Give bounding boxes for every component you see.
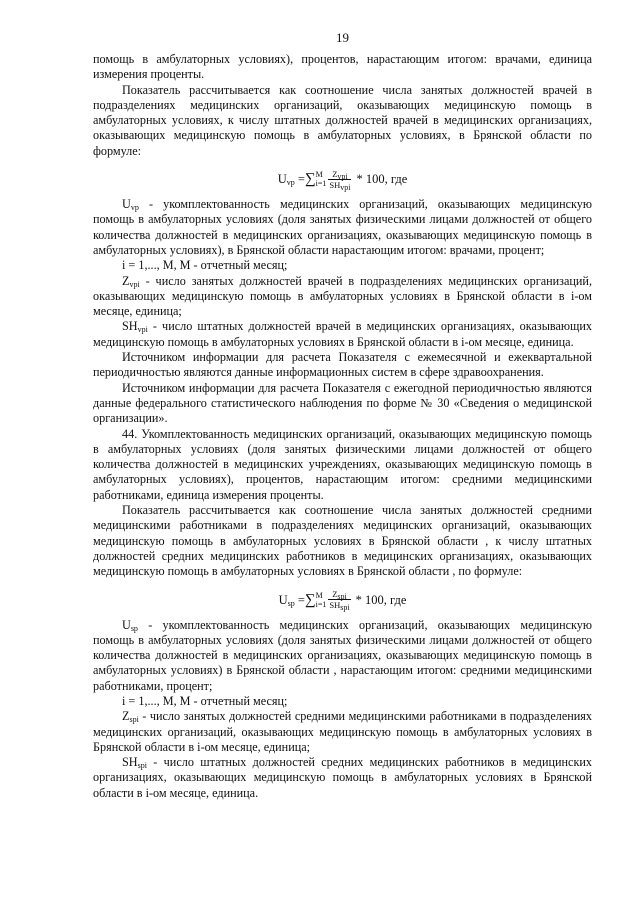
paragraph-text: - укомплектованность медицинских организаций, оказывающих медицинскую помощь в амбулаторных условиях (доля занятых физическими лицами должностей от общего количества должностей в медицинских организациях, оказывающих медицинскую помощь в амбулаторных условиях) в Брянской области , нарастающим итогом: средними медицинскими работниками, процент; — [93, 617, 592, 693]
sum-limits — [316, 170, 327, 188]
numerator-sub: spi — [337, 592, 347, 602]
sum-bottom: i=1 — [315, 599, 327, 609]
numerator-var: Z — [332, 168, 338, 179]
fraction-numerator — [328, 169, 351, 180]
variable-name: SH — [122, 755, 138, 770]
sigma-symbol: ∑ — [304, 591, 316, 608]
numerator-sub: vpi — [337, 171, 348, 181]
variable-sub: vpi — [129, 279, 140, 289]
formula-rhs: * 100, где — [356, 172, 408, 187]
formula-lhs-sub: sp — [287, 598, 295, 608]
paragraph — [93, 381, 592, 427]
variable-sub: vp — [130, 203, 139, 213]
fraction-denominator — [328, 180, 351, 190]
variable-name: U — [122, 617, 131, 632]
paragraph — [93, 694, 592, 709]
document-body — [93, 52, 592, 801]
formula — [93, 162, 592, 194]
paragraph-text: - число штатных должностей средних медицинских работников в медицинских организациях, оказывающих медицинскую помощь в амбулаторных условиях в Брянской области в i-ом месяце, единица. — [93, 755, 592, 800]
formula — [93, 583, 592, 615]
formula-lhs-var: U — [278, 592, 288, 607]
paragraph — [93, 709, 592, 755]
paragraph — [93, 197, 592, 258]
paragraph — [93, 258, 592, 273]
paragraph-text: Показатель рассчитывается как соотношение числа занятых должностей средними медицинскими работниками в подразделениях медицинских организаций, оказывающих медицинскую помощь в амбулаторных условиях в Брянской области , к числу штатных должностей средних медицинских работников в медицинских организациях, оказывающих медицинскую помощь в амбулаторных условиях в Брянской области , по формуле: — [93, 503, 592, 579]
denominator-var: SH — [329, 600, 341, 611]
variable-sub: vpi — [137, 325, 148, 335]
denominator-var: SH — [329, 179, 341, 190]
paragraph-text: Показатель рассчитывается как соотношение числа занятых должностей врачей в подразделениях медицинских организаций, оказывающих медицинскую помощь в амбулаторных условиях, к числу штатных должностей врачей в медицинских организациях, оказывающих медицинскую помощь в амбулаторных условиях, в Брянской области по формуле: — [93, 82, 592, 158]
paragraph-text: - число занятых должностей средними медицинскими работниками в подразделениях медицинских организаций, оказывающих медицинскую помощь в амбулаторных условиях в Брянской области в i-ом месяце, единица; — [93, 709, 592, 754]
sigma-symbol: ∑ — [304, 171, 316, 188]
paragraph — [93, 350, 592, 381]
variable-name: U — [122, 197, 131, 212]
paragraph-text: i = 1,..., M, M - отчетный месяц; — [122, 693, 288, 708]
formula-lhs: $U_{sp}$ = — [278, 592, 305, 608]
fraction-denominator — [328, 600, 350, 613]
denominator-sub: vpi — [340, 182, 351, 192]
formula-lhs: $U_{vp}$ = — [277, 172, 305, 188]
page-number: 19 — [336, 30, 349, 45]
numerator-var: Z — [332, 589, 338, 600]
sum-top: M — [315, 170, 323, 180]
fraction — [328, 169, 351, 190]
paragraph — [93, 319, 592, 350]
formula-lhs-sub: vp — [286, 178, 295, 188]
paragraph — [93, 274, 592, 320]
formula-lhs-var: U — [277, 172, 287, 187]
sum-top: M — [315, 590, 323, 600]
paragraph-text: - число штатных должностей врачей в медицинских организациях, оказывающих медицинскую помощь в амбулаторных условиях в Брянской области в i-ом месяце, единица. — [93, 319, 592, 349]
paragraph — [93, 618, 592, 694]
denominator-sub: spi — [340, 603, 350, 613]
paragraph — [93, 755, 592, 801]
paragraph — [93, 503, 592, 579]
fraction — [328, 589, 350, 613]
variable-sub: spi — [129, 715, 139, 725]
variable-sub: spi — [137, 761, 147, 771]
paragraph — [93, 427, 592, 503]
paragraph-text: - укомплектованность медицинских организаций, оказывающих медицинскую помощь в амбулаторных условиях (доля занятых физическими лицами должностей от общего количества должностей в медицинских организациях, оказывающих медицинскую помощь в амбулаторных условиях), в Брянской области нарастающим итогом: врачами, процент; — [93, 197, 592, 257]
variable-sub: sp — [130, 623, 138, 633]
variable-name: SH — [122, 319, 138, 334]
paragraph-text: помощь в амбулаторных условиях), процентов, нарастающим итогом: врачами, единица измерения проценты. — [93, 52, 592, 82]
sum-bottom: i=1 — [315, 179, 327, 189]
paragraph-text: Источником информации для расчета Показателя с ежемесячной и ежеквартальной периодичностью являются данные информационных систем в сфере здравоохранения. — [93, 350, 592, 380]
paragraph-text: 44. Укомплектованность медицинских организаций, оказывающих медицинскую помощь в амбулаторных условиях (доля занятых физическими лицами должностей от общего количества должностей в медицинских учреждениях, оказывающих медицинскую помощь в амбулаторных условиях), процентов, нарастающим итогом: средними медицинскими работниками, единица измерения проценты. — [93, 426, 592, 502]
paragraph — [93, 83, 592, 159]
variable-name: Z — [122, 273, 130, 288]
fraction-numerator — [328, 589, 350, 600]
sum-limits — [316, 591, 327, 609]
paragraph-text: - число занятых должностей врачей в подразделениях медицинских организаций, оказывающих медицинскую помощь в амбулаторных условиях в Брянской области в i-ом месяце, единица; — [93, 273, 592, 319]
paragraph-text: Источником информации для расчета Показателя с ежегодной периодичностью являются данные федерального статистического наблюдения по форме № 30 «Сведения о медицинской организации». — [93, 380, 592, 426]
paragraph — [93, 52, 592, 83]
paragraph-text: i = 1,..., M, M - отчетный месяц; — [122, 258, 288, 273]
variable-name: Z — [122, 709, 130, 724]
formula-rhs: * 100, где — [355, 592, 407, 607]
